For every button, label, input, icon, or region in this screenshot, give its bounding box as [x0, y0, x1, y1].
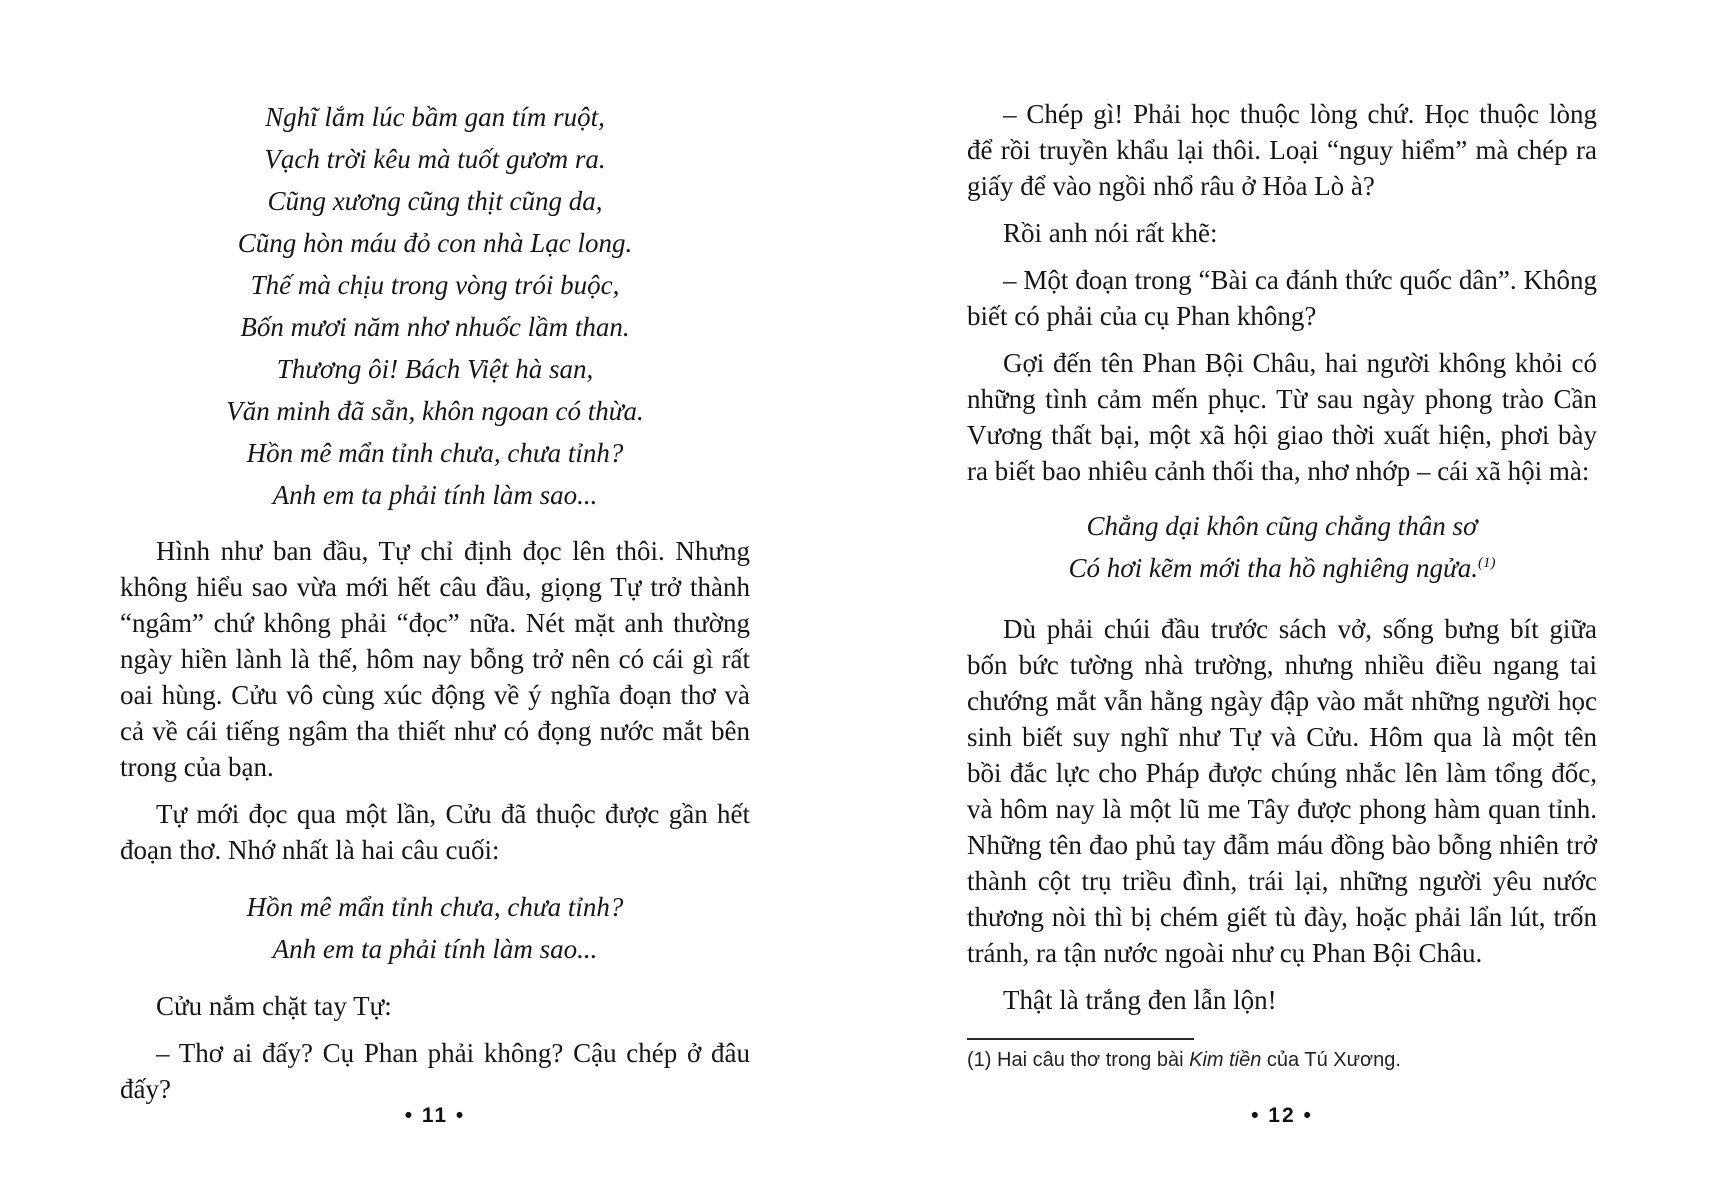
dialogue-paragraph: – Một đoạn trong “Bài ca đánh thức quốc dân”. Không biết có phải của cụ Phan không?: [967, 265, 1597, 331]
footnote-marker-superscript: (1): [1478, 555, 1496, 571]
verse-line: Anh em ta phải tính làm sao...: [272, 934, 598, 964]
left-page: [120, 0, 750, 1184]
verse-line: Chẳng dại khôn cũng chẳng thân sơ: [1086, 511, 1478, 541]
paragraph: Thật là trắng đen lẫn lộn!: [1003, 985, 1277, 1015]
opening-poem: [120, 96, 750, 516]
poem-line: Anh em ta phải tính làm sao...: [272, 480, 598, 510]
poem-line: Vạch trời kêu mà tuốt gươm ra.: [264, 144, 606, 174]
verse-line: Hồn mê mẩn tỉnh chưa, chưa tỉnh?: [246, 892, 624, 922]
poem-line: Nghĩ lắm lúc bầm gan tím ruột,: [265, 102, 605, 132]
page-number: • 11 •: [404, 1104, 466, 1127]
quoted-couplet: [967, 505, 1597, 589]
poem-line: Cũng xương cũng thịt cũng da,: [267, 186, 603, 216]
paragraph: Gợi đến tên Phan Bội Châu, hai người không khỏi có những tình cảm mến phục. Từ sau ngày phong trào Cần Vương thất bại, một xã hội giao thời xuất hiện, phơi bày ra biết bao nhiêu cảnh thối tha, nhơ nhớp – cái xã hội mà:: [967, 348, 1597, 486]
footnote-text: (1) Hai câu thơ trong bài: [967, 1049, 1190, 1071]
poem-line: Thương ôi! Bách Việt hà san,: [276, 354, 594, 384]
footnote-work-title: Kim tiền: [1189, 1049, 1262, 1071]
footnote: [967, 1048, 1597, 1072]
footnote-text: của Tú Xương.: [1261, 1049, 1401, 1071]
poem-line: Cũng hòn máu đỏ con nhà Lạc long.: [237, 228, 633, 258]
poem-line: Thế mà chịu trong vòng trói buộc,: [250, 270, 620, 300]
paragraph: Rồi anh nói rất khẽ:: [1003, 218, 1218, 248]
paragraph: Cửu nắm chặt tay Tự:: [156, 991, 392, 1021]
footnote-separator: [967, 1038, 1194, 1040]
right-page: [967, 0, 1597, 1184]
verse-line: [967, 547, 1597, 589]
dialogue-paragraph: – Chép gì! Phải học thuộc lòng chứ. Học thuộc lòng để rồi truyền khẩu lại thôi. Loại “nguy hiểm” mà chép ra giấy để vào ngồi nhổ râu ở Hỏa Lò à?: [967, 99, 1597, 201]
page-number: • 12 •: [1251, 1104, 1313, 1127]
poem-line: Hồn mê mẩn tỉnh chưa, chưa tỉnh?: [246, 438, 624, 468]
paragraph: Hình như ban đầu, Tự chỉ định đọc lên thôi. Nhưng không hiểu sao vừa mới hết câu đầu, giọng Tự trở thành “ngâm” chứ không phải “đọc” nữa. Nét mặt anh thường ngày hiền lành là thế, hôm nay bỗng trở nên có cái gì rất oai hùng. Cửu vô cùng xúc động về ý nghĩa đoạn thơ và cả về cái tiếng ngâm tha thiết như có đọng nước mắt bên trong của bạn.: [120, 536, 750, 782]
footnote-block: [967, 1038, 1597, 1072]
dialogue-paragraph: – Thơ ai đấy? Cụ Phan phải không? Cậu chép ở đâu đấy?: [120, 1038, 750, 1104]
poem-line: Văn minh đã sẵn, khôn ngoan có thừa.: [226, 396, 644, 426]
poem-line: Bốn mươi năm nhơ nhuốc lầm than.: [240, 312, 630, 342]
verse-line-text: Có hơi kẽm mới tha hồ nghiêng ngửa.: [1068, 553, 1478, 583]
paragraph: Tự mới đọc qua một lần, Cửu đã thuộc được gần hết đoạn thơ. Nhớ nhất là hai câu cuối:: [120, 799, 750, 865]
paragraph: Dù phải chúi đầu trước sách vở, sống bưng bít giữa bốn bức tường nhà trường, nhưng nhiều điều ngang tai chướng mắt vẫn hằng ngày đập vào mắt những người học sinh biết suy nghĩ như Tự và Cửu. Hôm qua là một tên bồi đắc lực cho Pháp được chúng nhắc lên làm tổng đốc, và hôm nay là một lũ me Tây được phong hàm quan tỉnh. Những tên đao phủ tay đẫm máu đồng bào bỗng nhiên trở thành cột trụ triều đình, trái lại, những người yêu nước thương nòi thì bị chém giết tù đày, hoặc phải lẩn lút, trốn tránh, ra tận nước ngoài như cụ Phan Bội Châu.: [967, 614, 1597, 968]
recalled-couplet: [120, 886, 750, 970]
